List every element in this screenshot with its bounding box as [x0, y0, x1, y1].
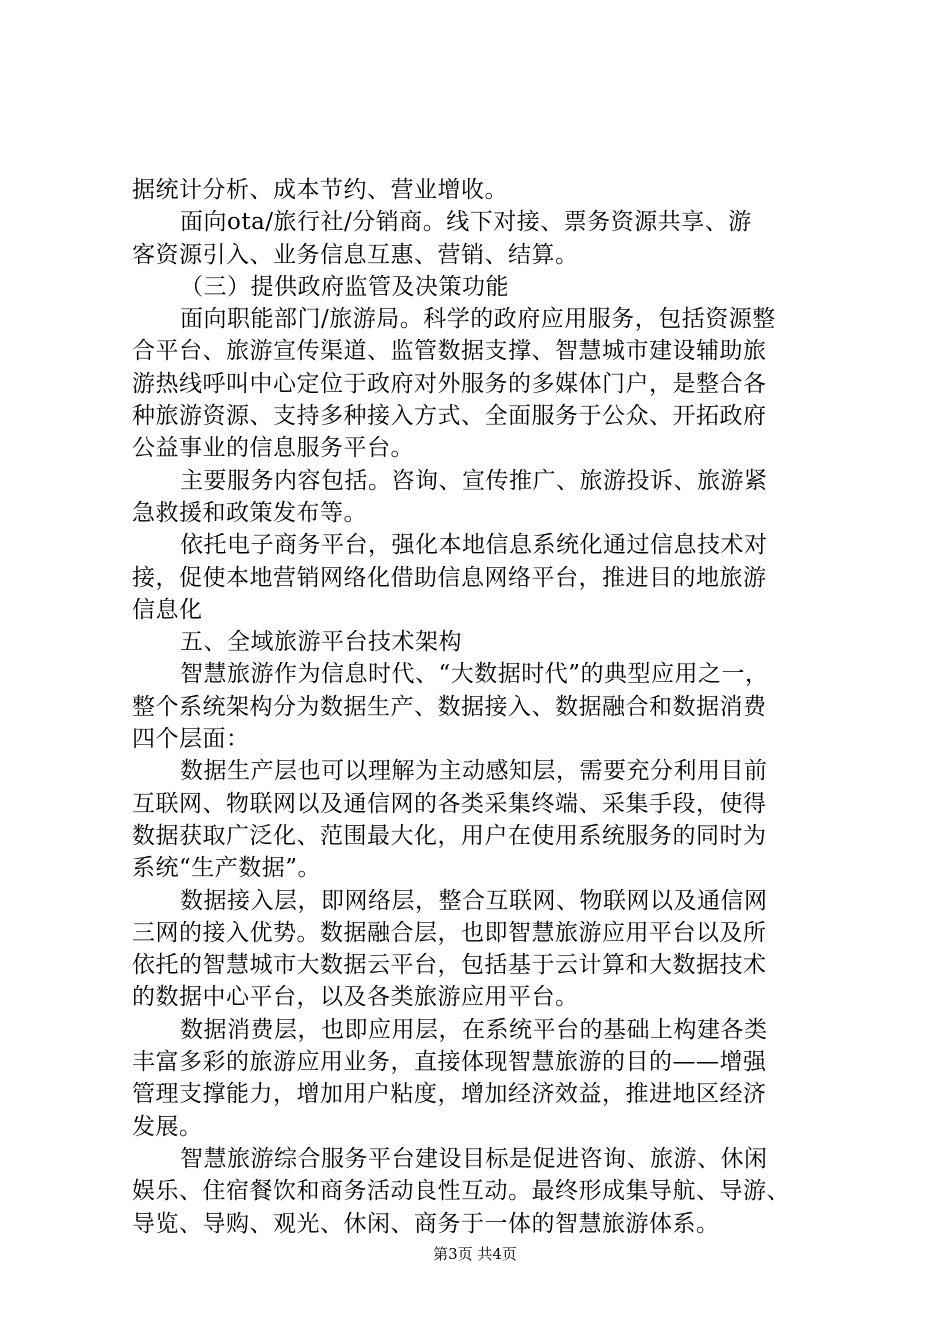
text-line: 据统计分析、成本节约、营业增收。 [132, 177, 508, 203]
text-line: 依托电子商务平台，强化本地信息系统化通过信息技术对 [180, 532, 768, 559]
text-line: 四个层面： [132, 726, 250, 753]
text-line: 三网的接入优势。数据融合层，也即智慧旅游应用平台以及所 [132, 919, 767, 946]
text-line: 数据接入层，即网络层，整合互联网、物联网以及通信网 [180, 887, 768, 914]
text-line: 系统“生产数据”。 [132, 855, 322, 882]
text-line: （三）提供政府监管及决策功能 [180, 273, 509, 300]
text-line: 主要服务内容包括。咨询、宣传推广、旅游投诉、旅游紧 [180, 467, 768, 494]
document-body [132, 174, 832, 1240]
text-line: 数据获取广泛化、范围最大化，用户在使用系统服务的同时为 [132, 822, 767, 849]
text-line: 娱乐、住宿餐饮和商务活动良性互动。最终形成集导航、导游、 [132, 1178, 790, 1205]
text-line: 依托的智慧城市大数据云平台，包括基于云计算和大数据技术 [132, 952, 767, 979]
text-line: 丰富多彩的旅游应用业务，直接体现智慧旅游的目的——增强 [132, 1049, 767, 1076]
text-line: 管理支撑能力，增加用户粘度，增加经济效益，推进地区经济 [132, 1081, 767, 1108]
text-line: 五、全域旅游平台技术架构 [180, 629, 462, 656]
text-line: 的数据中心平台，以及各类旅游应用平台。 [132, 984, 579, 1011]
text-line: 游热线呼叫中心定位于政府对外服务的多媒体门户，是整合各 [132, 370, 767, 397]
text-line: 互联网、物联网以及通信网的各类采集终端、采集手段，使得 [132, 790, 767, 817]
text-line: 种旅游资源、支持多种接入方式、全面服务于公众、开拓政府 [132, 403, 767, 430]
text-line: 公益事业的信息服务平台。 [132, 435, 414, 462]
text-line: 合平台、旅游宣传渠道、监管数据支撑、智慧城市建设辅助旅 [132, 338, 767, 365]
text-line: 面向ota/旅行社/分销商。线下对接、票务资源共享、游 [180, 209, 752, 236]
text-line: 数据生产层也可以理解为主动感知层，需要充分利用目前 [180, 758, 768, 785]
page-footer: 第3页 共4页 [433, 1245, 517, 1263]
text-line: 信息化 [132, 596, 203, 623]
text-line: 面向职能部门/旅游局。科学的政府应用服务，包括资源整 [180, 306, 776, 333]
text-line: 智慧旅游综合服务平台建设目标是促进咨询、旅游、休闲 [180, 1145, 768, 1172]
text-line: 导览、导购、观光、休闲、商务于一体的智慧旅游体系。 [132, 1210, 720, 1237]
text-line: 整个系统架构分为数据生产、数据接入、数据融合和数据消费 [132, 693, 767, 720]
text-line: 发展。 [132, 1113, 203, 1140]
text-line: 接，促使本地营销网络化借助信息网络平台，推进目的地旅游 [132, 564, 767, 591]
text-line: 客资源引入、业务信息互惠、营销、结算。 [132, 241, 579, 268]
text-line: 数据消费层，也即应用层，在系统平台的基础上构建各类 [180, 1016, 768, 1043]
text-line: 急救援和政策发布等。 [132, 499, 367, 526]
text-line: 智慧旅游作为信息时代、“大数据时代”的典型应用之一， [180, 661, 769, 688]
